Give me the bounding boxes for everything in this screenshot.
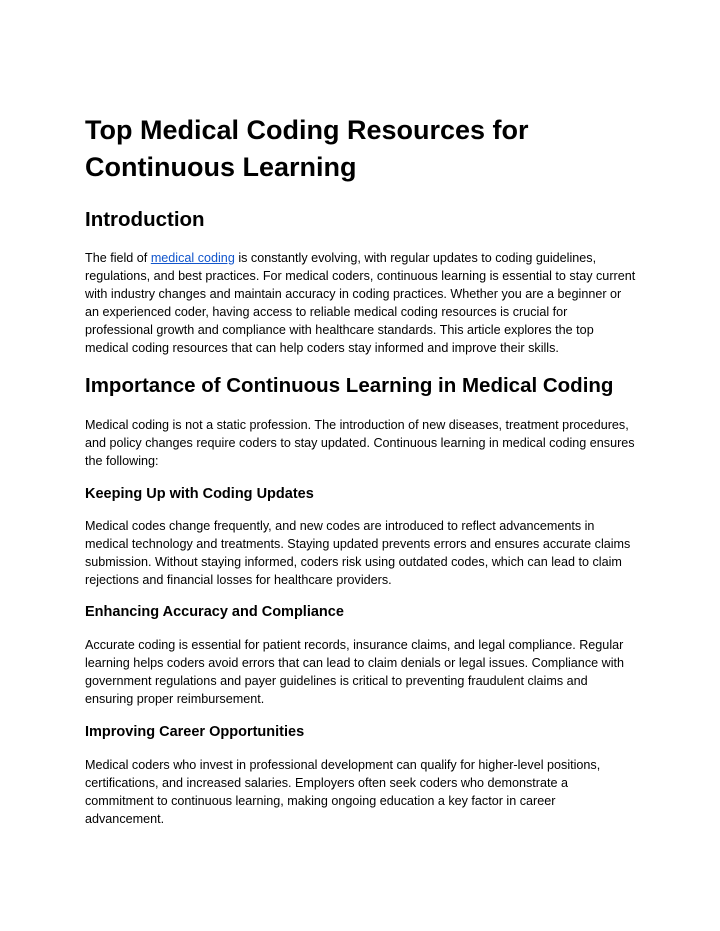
subsection-heading-career-opportunities: Improving Career Opportunities [85, 724, 305, 740]
intro-text-prefix: The field of [85, 251, 151, 265]
subsection-heading-coding-updates: Keeping Up with Coding Updates [85, 486, 314, 502]
page-title: Top Medical Coding Resources for Continuous Learning [85, 115, 529, 182]
accuracy-compliance-paragraph: Accurate coding is essential for patient records, insurance claims, and legal compliance. Regular learning helps coders avoid errors that can lead to claim denials or legal issues. Compliance with government regulations and payer guidelines is critical to preventing fraudulent claims and ensuring proper reimbursement. [85, 638, 625, 707]
career-opportunities-paragraph: Medical coders who invest in professional development can qualify for higher-level positions, certifications, and increased salaries. Employers often seek coders who demonstrate a commitment to continuous learning, making ongoing education a key factor in career advancement. [85, 758, 601, 827]
introduction-paragraph [85, 249, 637, 358]
importance-paragraph: Medical coding is not a static profession. The introduction of new diseases, treatment procedures, and policy changes require coders to stay updated. Continuous learning in medical coding ensures the following: [85, 418, 635, 469]
medical-coding-link[interactable]: medical coding [150, 251, 235, 265]
intro-text-suffix: is constantly evolving, with regular updates to coding guidelines, regulations, and best practices. For medical coders, continuous learning is essential to stay current with industry changes and maintain accuracy in coding practices. Whether you are a beginner or an experienced coder, having access to reliable medical coding resources is crucial for professional growth and compliance with healthcare standards. This article explores the top medical coding resources that can help coders stay informed and improve their skills. [85, 251, 636, 356]
subsection-heading-accuracy-compliance: Enhancing Accuracy and Compliance [85, 604, 344, 620]
section-heading-importance: Importance of Continuous Learning in Medical Coding [85, 374, 614, 397]
coding-updates-paragraph: Medical codes change frequently, and new codes are introduced to reflect advancements in medical technology and treatments. Staying updated prevents errors and ensures accurate claims submission. Without staying informed, coders risk using outdated codes, which can lead to claim rejections and financial losses for healthcare providers. [85, 519, 631, 588]
section-heading-introduction: Introduction [85, 208, 205, 231]
